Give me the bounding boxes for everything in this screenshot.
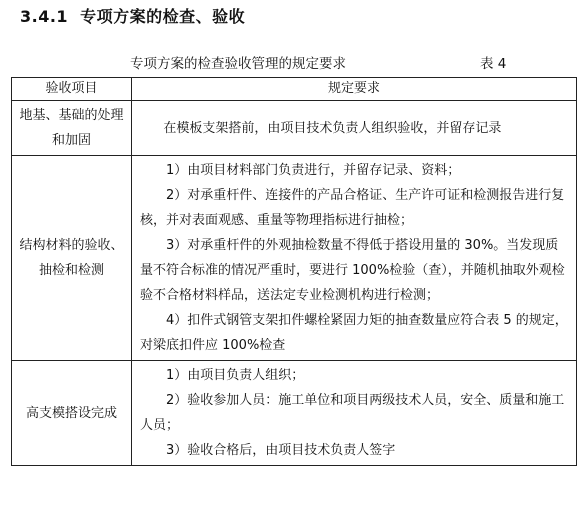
table-row: [12, 101, 577, 156]
column-header-requirement: 规定要求: [132, 78, 577, 101]
section-number: 3.4.1: [20, 7, 69, 26]
table-title: 专项方案的检查验收管理的规定要求: [130, 56, 346, 72]
requirement-paragraph: 在模板支架搭前，由项目技术负责人组织验收，并留存记录: [163, 120, 502, 136]
requirement-paragraph: 3）对承重杆件的外观抽检数量不得低于搭设用量的 30%。当发现质量不符合标准的情况严重时，要进行 100%检验（查），并随机抽取外观检验不合格材料样品，送法定专业检测机构进行检测；: [140, 238, 565, 303]
requirement-cell: [132, 361, 577, 466]
item-cell: 结构材料的验收、抽检和检测: [12, 156, 132, 361]
requirements-table: [11, 77, 577, 466]
item-cell: 高支模搭设完成: [12, 361, 132, 466]
requirement-cell: [132, 101, 577, 156]
section-heading: [20, 4, 245, 27]
table-caption: [130, 52, 507, 72]
requirement-cell: [132, 156, 577, 361]
requirement-paragraph: 2）对承重杆件、连接件的产品合格证、生产许可证和检测报告进行复核，并对表面观感、重量等物理指标进行抽检；: [140, 188, 565, 228]
column-header-item: 验收项目: [12, 78, 132, 101]
table-row: [12, 156, 577, 361]
requirement-paragraph: 2）验收参加人员：施工单位和项目两级技术人员，安全、质量和施工人员；: [140, 393, 565, 433]
table-header-row: [12, 78, 577, 101]
table-number: 表 4: [480, 56, 507, 72]
section-title: 专项方案的检查、验收: [80, 7, 246, 26]
requirement-paragraph: 3）验收合格后，由项目技术负责人签字: [166, 443, 396, 458]
requirement-paragraph: 1）由项目材料部门负责进行，并留存记录、资料；: [166, 163, 461, 178]
requirement-paragraph: 1）由项目负责人组织；: [166, 368, 305, 383]
item-cell: 地基、基础的处理和加固: [12, 101, 132, 156]
requirement-paragraph: 4）扣件式钢管支架扣件螺栓紧固力矩的抽查数量应符合表 5 的规定，对梁底扣件应 100%检查: [140, 313, 568, 353]
table-row: [12, 361, 577, 466]
